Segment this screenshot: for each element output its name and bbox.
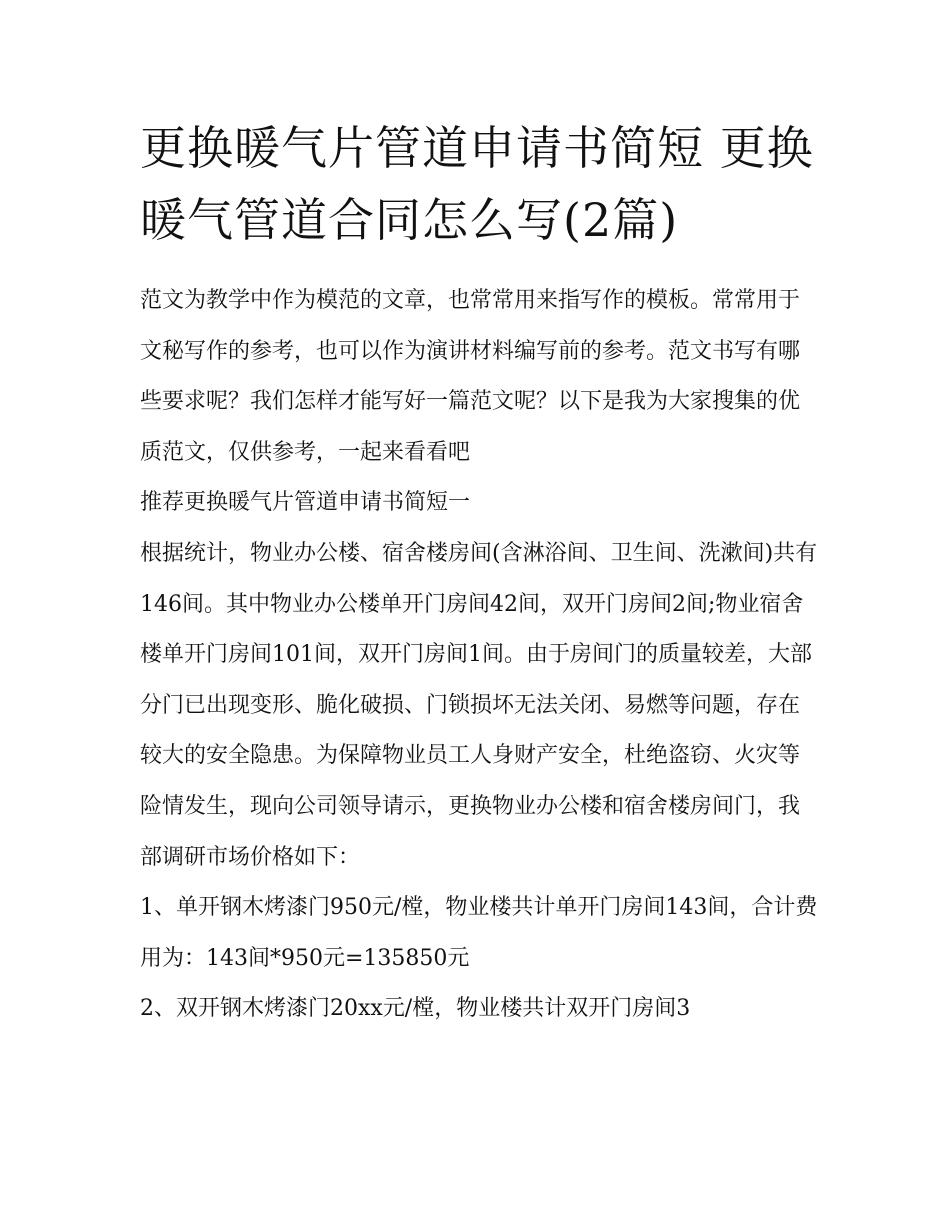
statistics-paragraph: 根据统计，物业办公楼、宿舍楼房间(含淋浴间、卫生间、洗漱间)共有146间。其中物业办公楼单开门房间42间，双开门房间2间;物业宿舍楼单开门房间101间，双开门房间1间。由于房间门的质量较差，大部分门已出现变形、脆化破损、门锁损坏无法关闭、易燃等问题，存在较大的安全隐患。为保障物业员工人身财产安全，杜绝盗窃、火灾等险情发生，现向公司领导请示，更换物业办公楼和宿舍楼房间门，我部调研市场价格如下： [140,540,818,870]
document-body [140,276,820,1035]
list-item-single-door: 1、单开钢木烤漆门950元/樘，物业楼共计单开门房间143间，合计费用为：143间*950元=135850元 [140,895,818,971]
section-heading: 推荐更换暖气片管道申请书简短一 [140,490,471,516]
document-title: 更换暖气片管道申请书简短 更换暖气管道合同怎么写(2篇) [140,121,814,247]
intro-paragraph: 范文为教学中作为模范的文章，也常常用来指写作的模板。常常用于文秘写作的参考，也可以作为演讲材料编写前的参考。范文书写有哪些要求呢？我们怎样才能写好一篇范文呢？以下是我为大家搜集的优质范文，仅供参考，一起来看看吧 [140,288,801,465]
list-item-double-door: 2、双开钢木烤漆门20xx元/樘，物业楼共计双开门房间3 [140,996,691,1022]
